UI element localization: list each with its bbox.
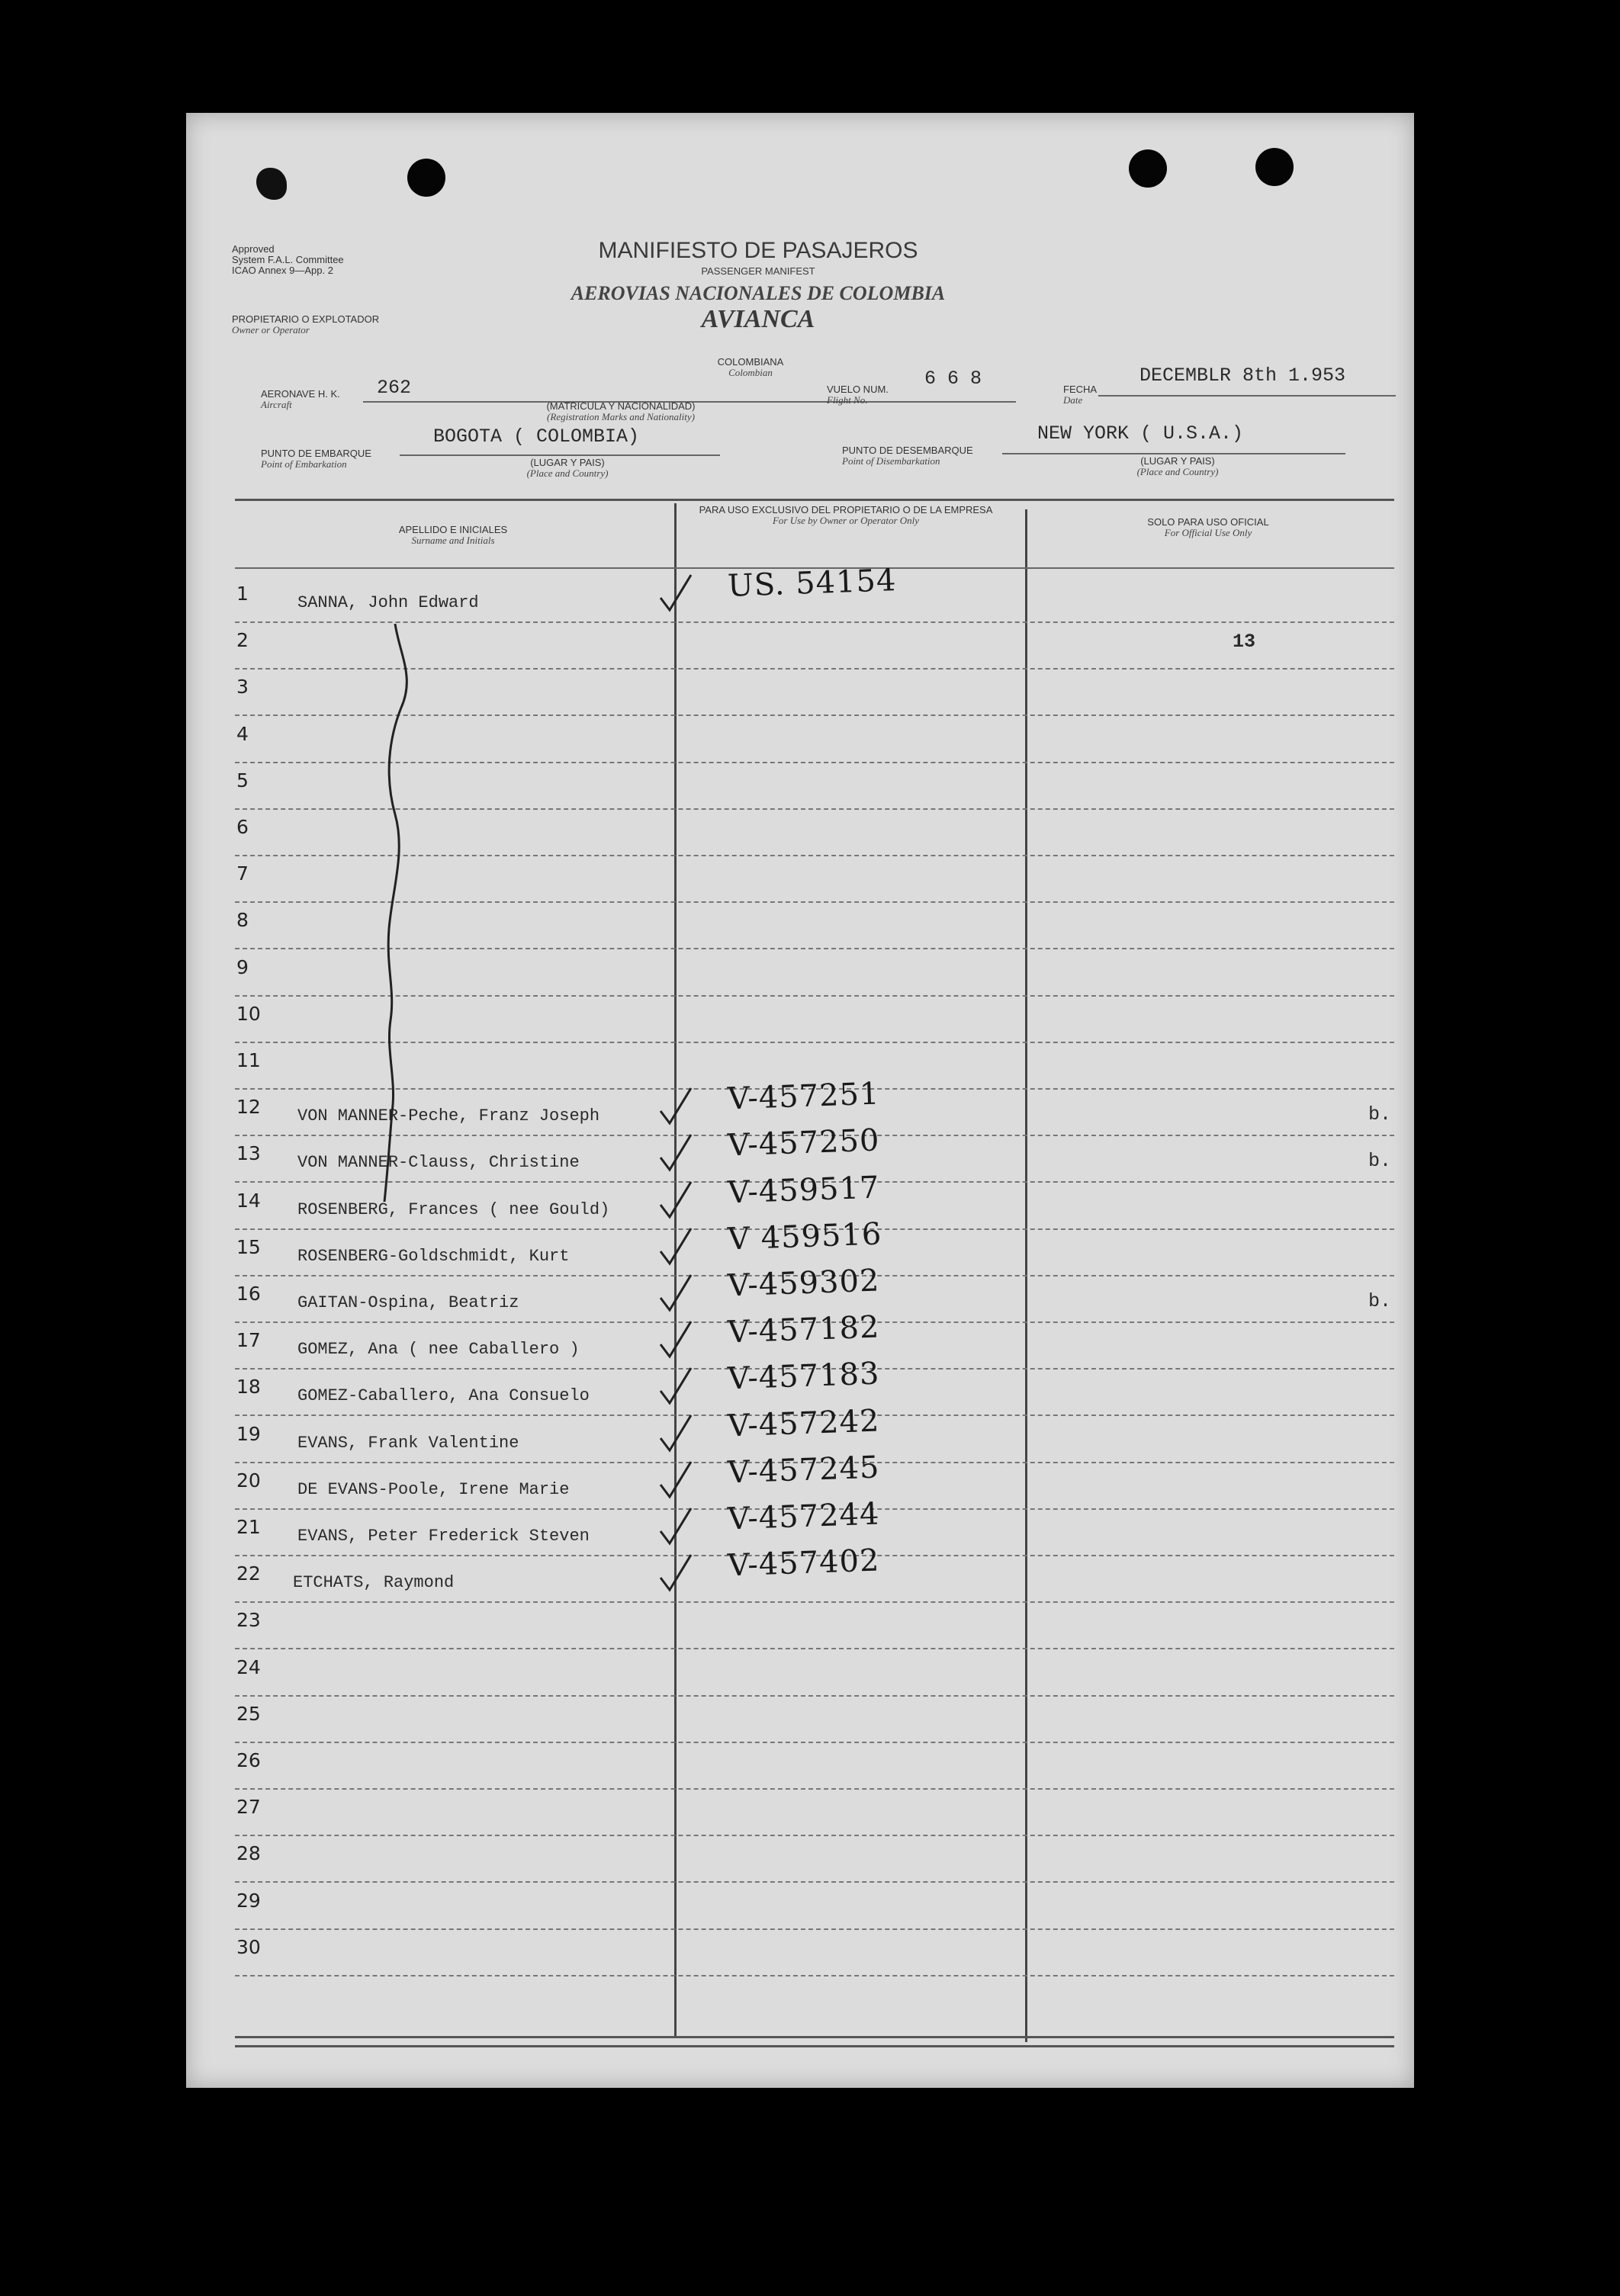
disembark-underline	[1002, 453, 1345, 454]
check-mark-icon	[657, 1318, 696, 1361]
row-rule	[235, 1835, 1394, 1836]
name-column-header	[293, 525, 613, 546]
disembark-label-es: PUNTO DE DESEMBARQUE	[842, 445, 973, 456]
date-label-en: Date	[1063, 394, 1083, 406]
row-rule	[235, 1695, 1394, 1697]
owner-label	[232, 314, 379, 336]
row-number: 17	[236, 1329, 261, 1351]
disembark-caption	[1101, 456, 1254, 477]
ink-blot	[256, 168, 287, 200]
approval-line: ICAO Annex 9—App. 2	[232, 265, 333, 276]
name-header-es: APELLIDO E INICIALES	[398, 524, 508, 535]
official-mark: b.	[1368, 1150, 1392, 1172]
document-number: V-459302	[727, 1263, 881, 1304]
row-number: 7	[236, 862, 249, 885]
name-header-en: Surname and Initials	[411, 535, 495, 546]
bottom-rule	[235, 2036, 1394, 2038]
row-rule	[235, 1788, 1394, 1790]
place-caption-en: (Place and Country)	[1136, 466, 1219, 477]
check-mark-icon	[657, 572, 696, 615]
check-mark-icon	[657, 1412, 696, 1455]
row-number: 21	[236, 1516, 261, 1538]
punch-hole	[1129, 149, 1167, 188]
date-label-es: FECHA	[1063, 384, 1098, 395]
embark-value: BOGOTA ( COLOMBIA)	[433, 425, 640, 448]
date-underline	[1098, 395, 1396, 397]
disembark-value: NEW YORK ( U.S.A.)	[1037, 422, 1244, 445]
row-number: 12	[236, 1096, 261, 1118]
passenger-name: ROSENBERG, Frances ( nee Gould)	[297, 1200, 610, 1219]
table-row	[186, 1936, 1414, 1983]
row-number: 27	[236, 1796, 261, 1818]
row-number: 11	[236, 1049, 261, 1071]
date-value: DECEMBLR 8th 1.953	[1139, 364, 1346, 387]
flight-label	[827, 384, 889, 406]
nationality-value-es: COLOMBIANA	[717, 356, 784, 368]
bracket-line	[369, 624, 430, 1203]
date-label	[1063, 384, 1097, 406]
passenger-name: VON MANNER-Clauss, Christine	[297, 1153, 580, 1172]
table-row	[186, 563, 1414, 629]
passenger-name: VON MANNER-Peche, Franz Joseph	[297, 1106, 600, 1126]
flight-label-en: Flight No.	[827, 394, 868, 406]
row-number: 20	[236, 1469, 261, 1492]
airline-brand: AVIANCA	[701, 305, 815, 333]
official-column-header	[1071, 517, 1345, 538]
embark-underline	[400, 454, 720, 456]
row-rule	[235, 1742, 1394, 1743]
check-mark-icon	[657, 1225, 696, 1268]
disembark-label	[842, 445, 973, 467]
approval-line: System F.A.L. Committee	[232, 254, 344, 265]
document-number: V-457182	[727, 1309, 881, 1350]
document-number: V-457244	[727, 1496, 881, 1537]
row-rule	[235, 621, 1394, 623]
check-mark-icon	[657, 1272, 696, 1315]
row-rule	[235, 1601, 1394, 1603]
table-row	[186, 1890, 1414, 1936]
check-mark-icon	[657, 1085, 696, 1128]
official-mark: b.	[1368, 1103, 1392, 1126]
place-caption-es: (LUGAR Y PAIS)	[1140, 455, 1215, 467]
row-number: 13	[236, 1142, 261, 1164]
row-number: 8	[236, 909, 249, 931]
row-number: 16	[236, 1283, 261, 1305]
passenger-name: ROSENBERG-Goldschmidt, Kurt	[297, 1247, 570, 1266]
manifest-sheet	[186, 113, 1414, 2088]
passenger-name: EVANS, Frank Valentine	[297, 1434, 519, 1453]
registration-caption-en: (Registration Marks and Nationality)	[547, 411, 695, 422]
row-number: 28	[236, 1842, 261, 1864]
row-number: 3	[236, 676, 249, 698]
disembark-label-en: Point of Disembarkation	[842, 455, 940, 467]
passenger-name: GOMEZ, Ana ( nee Caballero )	[297, 1340, 580, 1359]
table-row	[186, 1842, 1414, 1889]
registration-caption-es: (MATRICULA Y NACIONALIDAD)	[546, 400, 696, 412]
owner-label-es: PROPIETARIO O EXPLOTADOR	[232, 313, 380, 325]
row-number: 24	[236, 1656, 261, 1678]
punch-hole	[407, 159, 445, 197]
row-rule	[235, 1975, 1394, 1976]
row-number: 23	[236, 1609, 261, 1631]
passenger-name: EVANS, Peter Frederick Steven	[297, 1527, 590, 1546]
nationality-value-en: Colombian	[728, 367, 773, 378]
nationality-value	[674, 357, 827, 378]
table-row	[186, 1749, 1414, 1796]
approval-block	[232, 244, 400, 276]
row-number: 30	[236, 1936, 261, 1958]
row-number: 5	[236, 769, 249, 792]
check-mark-icon	[657, 1505, 696, 1548]
airline-name: AEROVIAS NACIONALES DE COLOMBIA	[571, 282, 946, 304]
row-rule	[235, 1648, 1394, 1649]
check-mark-icon	[657, 1459, 696, 1501]
embark-label-es: PUNTO DE EMBARQUE	[261, 448, 371, 459]
passenger-name: GOMEZ-Caballero, Ana Consuelo	[297, 1386, 590, 1405]
table-row	[186, 1609, 1414, 1655]
row-number: 26	[236, 1749, 261, 1771]
row-number: 4	[236, 723, 249, 745]
row-number: 10	[236, 1003, 261, 1025]
row-rule	[235, 1881, 1394, 1883]
manifest-subtitle: PASSENGER MANIFEST	[701, 265, 815, 277]
document-number: V-457251	[727, 1076, 881, 1117]
place-caption-en: (Place and Country)	[526, 467, 609, 479]
table-row	[186, 1703, 1414, 1749]
document-number: V-457250	[727, 1122, 881, 1164]
passenger-name: ETCHATS, Raymond	[293, 1573, 455, 1592]
document-number: US. 54154	[727, 563, 898, 604]
bottom-rule	[235, 2045, 1394, 2047]
owner-header-es: PARA USO EXCLUSIVO DEL PROPIETARIO O DE LA EMPRESA	[699, 504, 993, 515]
official-note: 13	[1233, 631, 1256, 653]
table-row	[186, 1656, 1414, 1703]
registration-caption	[476, 401, 766, 422]
aircraft-label-en: Aircraft	[261, 399, 292, 410]
embark-label	[261, 448, 371, 470]
row-number: 14	[236, 1190, 261, 1212]
table-row	[186, 1796, 1414, 1842]
row-number: 9	[236, 956, 249, 978]
row-number: 2	[236, 629, 249, 651]
row-number: 18	[236, 1376, 261, 1398]
table-row	[186, 1543, 1414, 1609]
embark-label-en: Point of Embarkation	[261, 458, 347, 470]
passenger-name: SANNA, John Edward	[297, 593, 479, 612]
passenger-name: DE EVANS-Poole, Irene Marie	[297, 1480, 570, 1499]
document-number: V-457245	[727, 1450, 881, 1491]
row-number: 19	[236, 1423, 261, 1445]
check-mark-icon	[657, 1179, 696, 1222]
embark-caption	[491, 458, 644, 479]
table-top-rule	[235, 499, 1394, 501]
official-header-en: For Official Use Only	[1164, 527, 1252, 538]
document-number: V-457242	[727, 1403, 881, 1444]
aircraft-label-es: AERONAVE H. K.	[261, 388, 340, 400]
owner-column-header	[697, 505, 995, 526]
check-mark-icon	[657, 1552, 696, 1594]
document-number: V-457402	[727, 1543, 881, 1584]
row-number: 1	[236, 583, 249, 605]
manifest-title: MANIFIESTO DE PASAJEROS	[598, 238, 918, 263]
aircraft-label	[261, 389, 340, 410]
punch-hole	[1255, 148, 1294, 186]
approval-line: Approved	[232, 243, 275, 255]
row-number: 25	[236, 1703, 261, 1725]
check-mark-icon	[657, 1365, 696, 1408]
document-number: V-459517	[727, 1170, 881, 1211]
owner-header-en: For Use by Owner or Operator Only	[772, 515, 920, 526]
row-rule	[235, 1928, 1394, 1930]
official-header-es: SOLO PARA USO OFICIAL	[1147, 516, 1269, 528]
row-number: 15	[236, 1236, 261, 1258]
row-number: 29	[236, 1890, 261, 1912]
row-number: 6	[236, 816, 249, 838]
owner-label-en: Owner or Operator	[232, 324, 310, 336]
row-number: 22	[236, 1562, 261, 1585]
check-mark-icon	[657, 1132, 696, 1174]
document-number: V 459516	[727, 1216, 883, 1257]
aircraft-value: 262	[377, 377, 412, 399]
passenger-name: GAITAN-Ospina, Beatriz	[297, 1293, 519, 1312]
place-caption-es: (LUGAR Y PAIS)	[530, 457, 605, 468]
flight-label-es: VUELO NUM.	[827, 384, 889, 395]
flight-value: 6 6 8	[924, 368, 982, 390]
document-number: V-457183	[727, 1356, 881, 1397]
official-mark: b.	[1368, 1290, 1392, 1312]
